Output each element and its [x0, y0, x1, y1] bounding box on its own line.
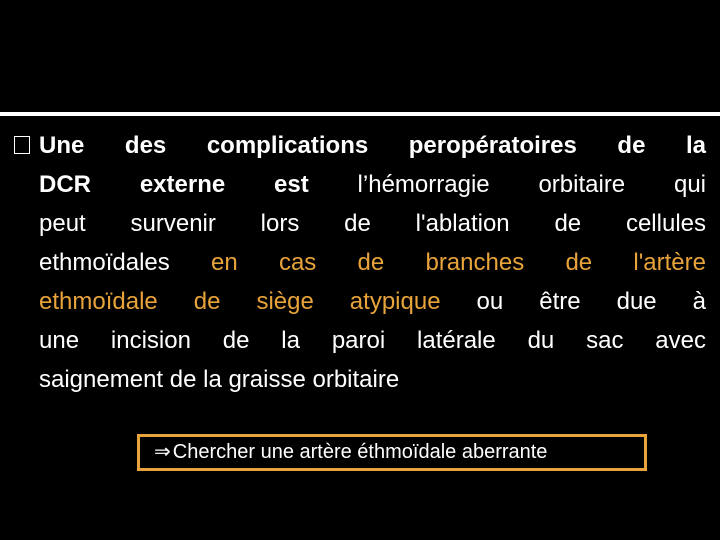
line7-text: saignement de la graisse orbitaire [39, 366, 400, 393]
line3-text: peut survenir lors de l'ablation de cellules [39, 210, 706, 237]
line2-text: l’hémorragie orbitaire qui [308, 171, 707, 198]
line1-text: Une des complications peropératoires de la [39, 132, 706, 159]
line5-highlight-text: ethmoïdale de siège atypique [39, 288, 441, 315]
paragraph-line-2 [14, 165, 706, 204]
line4-text: ethmoïdales [39, 249, 211, 276]
title-divider [0, 112, 720, 116]
bullet-box-icon [14, 126, 39, 165]
paragraph-line-7 [14, 360, 706, 399]
paragraph-line-6 [14, 321, 706, 360]
paragraph-line-4 [14, 243, 706, 282]
paragraph-line-3 [14, 204, 706, 243]
paragraph-line-1 [14, 126, 706, 165]
paragraph-line-5 [14, 282, 706, 321]
line4-highlight-text: en cas de branches de l'artère [211, 249, 706, 276]
callout-text: Chercher une artère éthmoïdale aberrante [172, 441, 548, 463]
implies-arrow-icon: ⇒ [154, 441, 171, 463]
line5-text: ou être due à [440, 288, 706, 315]
line2-bold-text: DCR externe est [39, 171, 309, 198]
callout-box [137, 434, 647, 471]
body-paragraph [14, 126, 706, 399]
line6-text: une incision de la paroi latérale du sac avec [39, 327, 706, 354]
